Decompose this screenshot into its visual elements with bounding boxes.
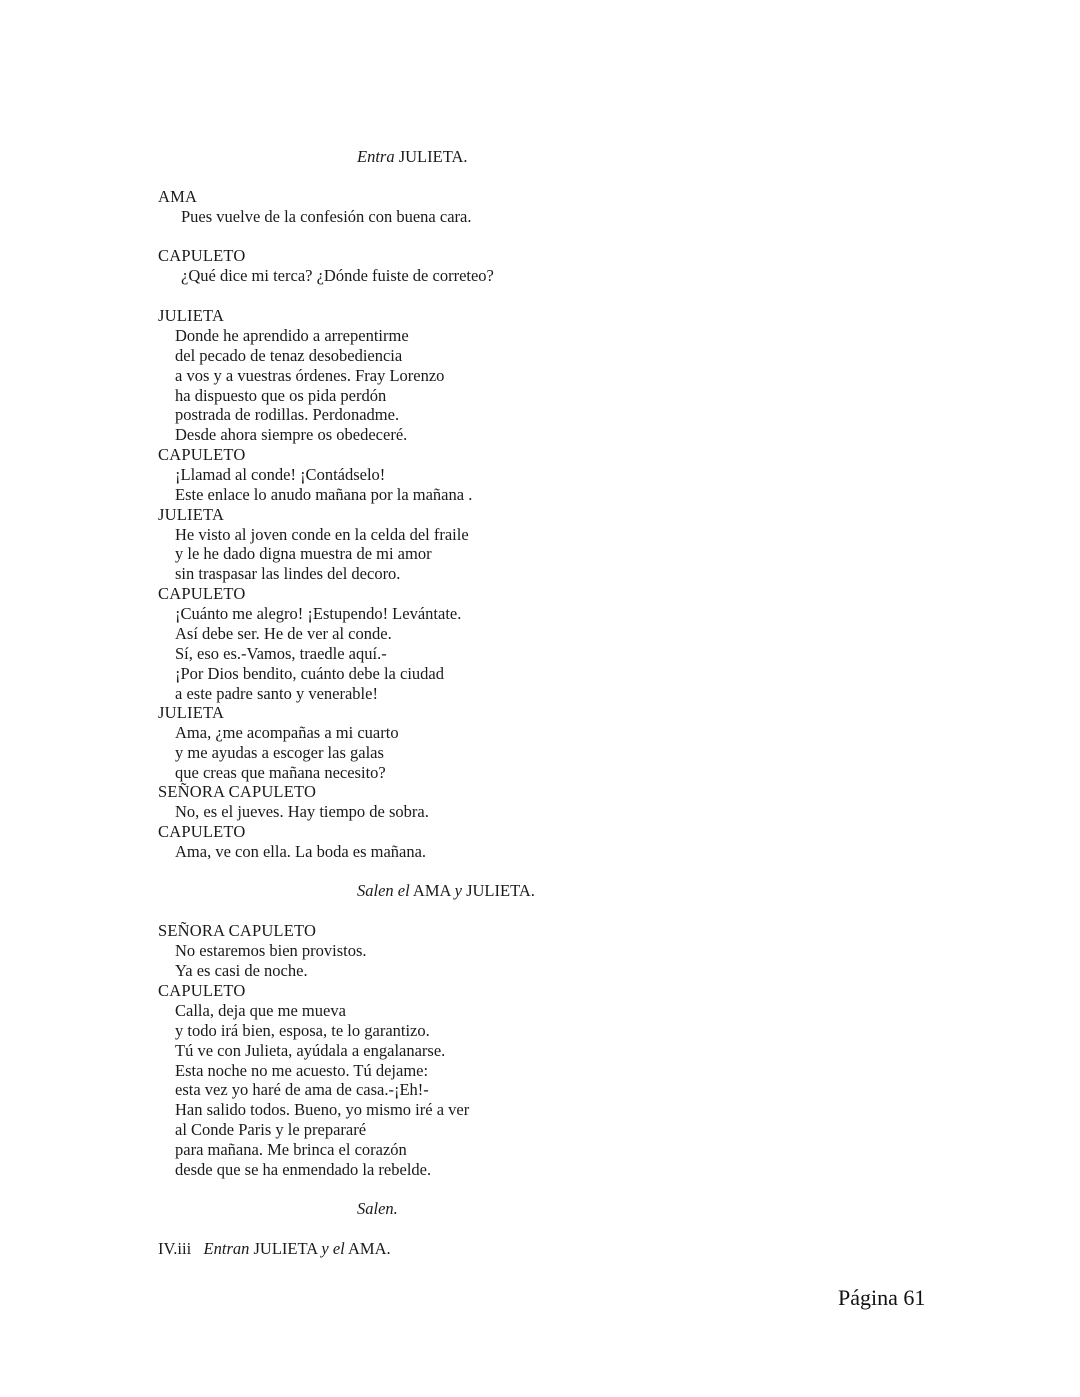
dialogue-line: Este enlace lo anudo mañana por la mañana . (175, 485, 473, 504)
dialogue-line: Así debe ser. He de ver al conde. (175, 624, 392, 643)
speaker-name: SEÑORA CAPULETO (158, 921, 317, 940)
dialogue-line: ha dispuesto que os pida perdón (175, 386, 387, 405)
dialogue-line: He visto al joven conde en la celda del fraile (175, 525, 469, 544)
dialogue-line: Desde ahora siempre os obedeceré. (175, 425, 408, 444)
dialogue-line: que creas que mañana necesito? (175, 763, 386, 782)
stage-direction-text: JULIETA. (461, 881, 535, 900)
dialogue-line: ¡Llamad al conde! ¡Contádselo! (175, 465, 386, 484)
dialogue-line: No, es el jueves. Hay tiempo de sobra. (175, 802, 429, 821)
dialogue-line: Han salido todos. Bueno, yo mismo iré a ver (175, 1100, 470, 1119)
speaker-name: JULIETA (158, 703, 225, 722)
stage-direction-italic: Salen. (357, 1199, 398, 1218)
dialogue-line: Donde he aprendido a arrepentirme (175, 326, 409, 345)
dialogue-line: al Conde Paris y le prepararé (175, 1120, 367, 1139)
dialogue-line: Sí, eso es.-Vamos, traedle aquí.- (175, 644, 387, 663)
stage-direction-italic: y el (321, 1239, 345, 1258)
dialogue-line: ¡Cuánto me alegro! ¡Estupendo! Levántate. (175, 604, 462, 623)
stage-direction-text: JULIETA. (394, 147, 468, 166)
stage-direction-text: AMA. (344, 1239, 391, 1258)
speaker-name: JULIETA (158, 505, 225, 524)
stage-direction (357, 881, 535, 901)
dialogue-line: ¿Qué dice mi terca? ¿Dónde fuiste de correteo? (181, 266, 494, 285)
dialogue-line: ¡Por Dios bendito, cuánto debe la ciudad (175, 664, 444, 683)
speaker-name: CAPULETO (158, 445, 246, 464)
speaker-name: JULIETA (158, 306, 225, 325)
stage-direction (357, 1199, 398, 1219)
dialogue-line: Tú ve con Julieta, ayúdala a engalanarse. (175, 1041, 446, 1060)
dialogue-line: y me ayudas a escoger las galas (175, 743, 384, 762)
speaker-name: AMA (158, 187, 198, 206)
dialogue-line: Esta noche no me acuesto. Tú dejame: (175, 1061, 429, 1080)
scene-heading (158, 1239, 391, 1259)
dialogue-line: sin traspasar las lindes del decoro. (175, 564, 401, 583)
dialogue-line: para mañana. Me brinca el corazón (175, 1140, 407, 1159)
stage-direction-text: JULIETA (249, 1239, 322, 1258)
dialogue-line: Calla, deja que me mueva (175, 1001, 346, 1020)
stage-direction-text: AMA (409, 881, 455, 900)
stage-direction-italic: Entra (357, 147, 395, 166)
page-number: Página 61 (838, 1285, 926, 1310)
dialogue-line: y le he dado digna muestra de mi amor (175, 544, 432, 563)
dialogue-line: desde que se ha enmendado la rebelde. (175, 1160, 432, 1179)
dialogue-line: y todo irá bien, esposa, te lo garantizo. (175, 1021, 430, 1040)
stage-direction-italic: Salen el (357, 881, 410, 900)
dialogue-line: Ya es casi de noche. (175, 961, 308, 980)
dialogue-line: Ama, ve con ella. La boda es mañana. (175, 842, 427, 861)
dialogue-line: a este padre santo y venerable! (175, 684, 378, 703)
dialogue-line: postrada de rodillas. Perdonadme. (175, 405, 400, 424)
dialogue-line: Ama, ¿me acompañas a mi cuarto (175, 723, 399, 742)
speaker-name: CAPULETO (158, 246, 246, 265)
dialogue-line: del pecado de tenaz desobediencia (175, 346, 403, 365)
speaker-name: CAPULETO (158, 822, 246, 841)
stage-direction-italic: y (454, 881, 462, 900)
speaker-name: CAPULETO (158, 584, 246, 603)
speaker-name: CAPULETO (158, 981, 246, 1000)
stage-direction-italic: Entran (203, 1239, 250, 1258)
dialogue-line: esta vez yo haré de ama de casa.-¡Eh!- (175, 1080, 429, 1099)
dialogue-line: Pues vuelve de la confesión con buena cara. (181, 207, 472, 226)
dialogue-line: a vos y a vuestras órdenes. Fray Lorenzo (175, 366, 445, 385)
stage-direction (357, 147, 468, 167)
stage-direction-text: IV.iii (158, 1239, 204, 1258)
dialogue-line: No estaremos bien provistos. (175, 941, 367, 960)
speaker-name: SEÑORA CAPULETO (158, 782, 317, 801)
